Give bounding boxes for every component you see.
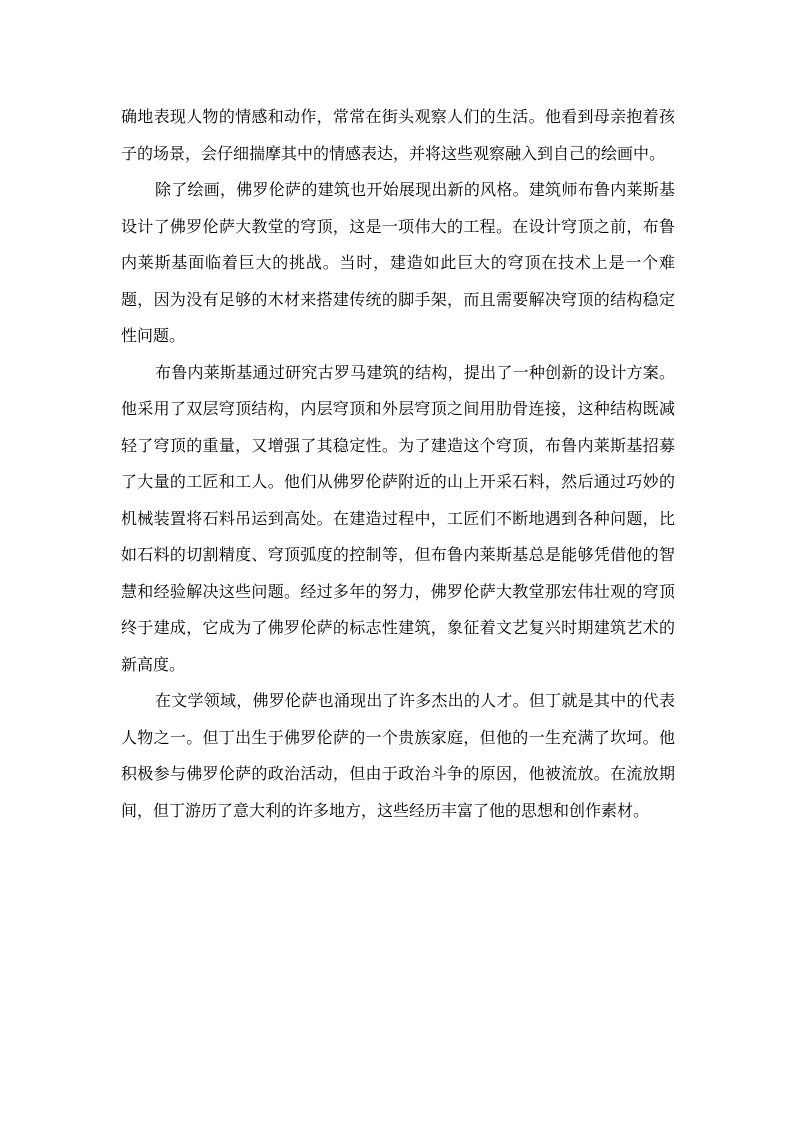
- paragraph-literature-dante: 在文学领域，佛罗伦萨也涌现出了许多杰出的人才。但丁就是其中的代表人物之一。但丁出生于佛罗伦萨的一个贵族家庭，但他的一生充满了坎坷。他积极参与佛罗伦萨的政治活动，但由于政治斗争的原因，他被流放。在流放期间，但丁游历了意大利的许多地方，这些经历丰富了他的思想和创作素材。: [121, 691, 675, 820]
- paragraph-continuation: 确地表现人物的情感和动作，常常在街头观察人们的生活。他看到母亲抱着孩子的场景，会仔细揣摩其中的情感表达，并将这些观察融入到自己的绘画中。: [121, 107, 675, 163]
- document-body: [121, 99, 675, 829]
- paragraph-architecture: 除了绘画，佛罗伦萨的建筑也开始展现出新的风格。建筑师布鲁内莱斯基设计了佛罗伦萨大教堂的穹顶，这是一项伟大的工程。在设计穹顶之前，布鲁内莱斯基面临着巨大的挑战。当时，建造如此巨大的穹顶在技术上是一个难题，因为没有足够的木材来搭建传统的脚手架，而且需要解决穹顶的结构稳定性问题。: [121, 180, 675, 345]
- paragraph-brunelleschi-dome: 布鲁内莱斯基通过研究古罗马建筑的结构，提出了一种创新的设计方案。他采用了双层穹顶结构，内层穹顶和外层穹顶之间用肋骨连接，这种结构既减轻了穹顶的重量，又增强了其稳定性。为了建造这个穹顶，布鲁内莱斯基招募了大量的工匠和工人。他们从佛罗伦萨附近的山上开采石料，然后通过巧妙的机械装置将石料吊运到高处。在建造过程中，工匠们不断地遇到各种问题，比如石料的切割精度、穹顶弧度的控制等，但布鲁内莱斯基总是能够凭借他的智慧和经验解决这些问题。经过多年的努力，佛罗伦萨大教堂那宏伟壮观的穹顶终于建成，它成为了佛罗伦萨的标志性建筑，象征着文艺复兴时期建筑艺术的新高度。: [121, 362, 675, 674]
